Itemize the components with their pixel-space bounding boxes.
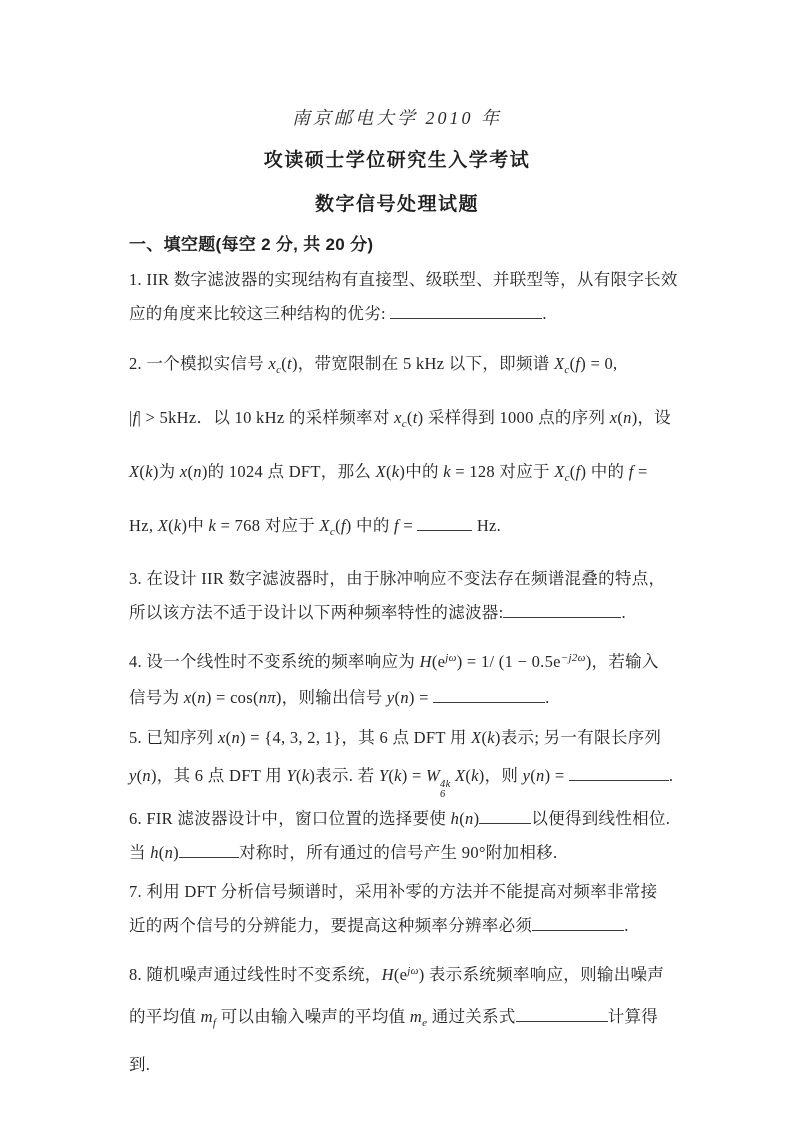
text-run: )中 bbox=[181, 516, 209, 535]
text-run: 信号为 bbox=[129, 688, 184, 707]
text-run: 8. 随机噪声通过线性时不变系统， bbox=[129, 965, 382, 984]
text-run: 6. FIR 滤波器设计中，窗口位置的选择要使 bbox=[129, 809, 451, 828]
fill-in-blank bbox=[532, 914, 624, 932]
math-variable: nπ bbox=[258, 688, 276, 707]
text-run: . bbox=[624, 916, 629, 935]
math-variable: m bbox=[409, 1007, 423, 1026]
text-run: ( bbox=[139, 462, 146, 481]
text-run: 2. 一个模拟实信号 bbox=[129, 354, 269, 373]
text-run: ( bbox=[136, 766, 143, 785]
question-line bbox=[129, 802, 690, 836]
math-variable: h bbox=[450, 809, 460, 828]
text-run: . bbox=[668, 766, 674, 785]
question-7 bbox=[129, 875, 690, 943]
text-run: ( bbox=[225, 728, 232, 747]
text-run: 3. 在设计 IIR 数字滤波器时，由于脉冲响应不变法存在频谱混叠的特点， bbox=[129, 569, 666, 588]
text-run: ( bbox=[569, 462, 576, 481]
math-variable: t bbox=[412, 408, 418, 427]
text-run: 应的角度来比较这三种结构的优劣: bbox=[129, 304, 391, 323]
text-run: (e bbox=[431, 652, 446, 671]
text-run: | bbox=[129, 408, 133, 427]
fill-in-blank bbox=[503, 601, 621, 619]
text-run: = bbox=[633, 462, 648, 481]
math-variable: x bbox=[183, 688, 192, 707]
math-variable: Y bbox=[378, 766, 389, 785]
question-line bbox=[129, 757, 690, 800]
question-line bbox=[129, 909, 690, 943]
text-run: )，则 bbox=[478, 766, 523, 785]
text-run: ( bbox=[158, 843, 165, 862]
text-run: ( bbox=[388, 766, 395, 785]
text-run: = 128 对应于 bbox=[450, 462, 555, 481]
question-line bbox=[129, 596, 690, 630]
text-run: 当 bbox=[129, 843, 151, 862]
text-run: 对称时，所有通过的信号产生 90°附加相移. bbox=[238, 843, 558, 862]
text-run: ( bbox=[530, 766, 537, 785]
text-run: 所以该方法不适于设计以下两种频率特性的滤波器: bbox=[129, 603, 504, 622]
text-run: ( bbox=[481, 728, 488, 747]
math-variable: n bbox=[231, 728, 241, 747]
math-variable: k bbox=[145, 462, 153, 481]
question-line bbox=[129, 340, 690, 394]
math-variable: x bbox=[268, 354, 277, 373]
question-line bbox=[129, 640, 690, 680]
math-variable: H bbox=[419, 652, 432, 671]
math-variable: k bbox=[443, 462, 451, 481]
question-3 bbox=[129, 562, 690, 630]
question-line bbox=[129, 875, 690, 909]
text-run: ( bbox=[569, 354, 576, 373]
text-run: 1. IIR 数字滤波器的实现结构有直接型、级联型、并联型等，从有限字长效 bbox=[129, 270, 678, 289]
math-variable: n bbox=[142, 766, 151, 785]
math-variable: n bbox=[536, 766, 545, 785]
math-variable: n bbox=[465, 809, 474, 828]
superscript: −j2ω bbox=[560, 652, 586, 664]
math-variable: f bbox=[575, 354, 581, 373]
question-line bbox=[129, 836, 690, 870]
text-run: ( bbox=[406, 408, 413, 427]
stack-subscript: 6 bbox=[440, 789, 446, 800]
superscript: jω bbox=[407, 965, 419, 977]
text-run: 到. bbox=[129, 1055, 151, 1074]
math-variable: x bbox=[609, 408, 618, 427]
text-run: )，带宽限制在 5 kHz 以下，即频谱 bbox=[291, 354, 554, 373]
text-run: ) = bbox=[401, 766, 426, 785]
text-run: ) 采样得到 1000 点的序列 bbox=[417, 408, 610, 427]
text-run: 可以由输入噪声的平均值 bbox=[216, 1007, 410, 1026]
math-variable: f bbox=[132, 408, 138, 427]
subscript: c bbox=[564, 364, 570, 376]
text-run: 近的两个信号的分辨能力，要提高这种频率分辨率必须 bbox=[129, 916, 533, 935]
subscript: f bbox=[212, 1017, 217, 1029]
fill-in-blank bbox=[433, 686, 545, 704]
text-run: )，设 bbox=[631, 408, 672, 427]
question-line bbox=[129, 297, 690, 331]
question-line bbox=[129, 950, 690, 996]
math-variable: f bbox=[575, 462, 581, 481]
math-variable: n bbox=[623, 408, 632, 427]
fill-in-blank bbox=[479, 807, 531, 825]
math-variable: k bbox=[487, 728, 495, 747]
text-run: 以便得到线性相位. bbox=[531, 809, 671, 828]
text-run: 通过关系式 bbox=[427, 1007, 516, 1026]
superscript: jω bbox=[445, 652, 457, 664]
stack-superscript: 4k bbox=[440, 779, 451, 790]
text-run: . bbox=[545, 688, 550, 707]
text-run: ( bbox=[465, 766, 472, 785]
math-variable: X bbox=[554, 462, 565, 481]
text-run: )，若输入 bbox=[585, 652, 659, 671]
math-variable: X bbox=[129, 462, 140, 481]
text-run: 4. 设一个线性时不变系统的频率响应为 bbox=[129, 652, 420, 671]
text-run: Hz, bbox=[129, 516, 158, 535]
text-run: ( bbox=[187, 462, 194, 481]
questions bbox=[129, 263, 690, 1086]
text-run: ) = {4, 3, 2, 1}，其 6 点 DFT 用 bbox=[240, 728, 472, 747]
subscript: c bbox=[329, 526, 336, 538]
question-5 bbox=[129, 719, 690, 800]
exam-type-title: 攻读硕士学位研究生入学考试 bbox=[263, 150, 531, 171]
text-run: Hz. bbox=[472, 516, 502, 535]
question-2 bbox=[129, 340, 690, 556]
question-4 bbox=[129, 640, 690, 716]
math-variable: X bbox=[471, 728, 482, 747]
text-run: ( bbox=[281, 354, 288, 373]
math-variable: y bbox=[129, 766, 137, 785]
text-run: 7. 利用 DFT 分析信号频谱时，采用补零的方法并不能提高对频率非常接 bbox=[129, 882, 658, 901]
math-variable: f bbox=[394, 516, 399, 535]
fill-in-blank bbox=[417, 514, 472, 532]
math-variable: f bbox=[628, 462, 634, 481]
text-run: = 768 对应于 bbox=[216, 516, 320, 535]
text-run: = bbox=[398, 516, 418, 535]
text-run: ) = 1/ (1 − 0.5e bbox=[456, 652, 561, 671]
text-run: ) = bbox=[408, 688, 434, 707]
subscript: c bbox=[276, 364, 282, 376]
text-run: ) = bbox=[544, 766, 569, 785]
text-run: ) 中的 bbox=[580, 462, 629, 481]
math-variable: W bbox=[425, 766, 441, 785]
question-line bbox=[129, 562, 690, 596]
subject-title: 数字信号处理试题 bbox=[314, 194, 479, 215]
math-variable: n bbox=[400, 688, 409, 707]
math-variable: x bbox=[179, 462, 188, 481]
fill-in-blank bbox=[516, 1005, 608, 1023]
subscript: e bbox=[422, 1017, 428, 1029]
question-line bbox=[129, 448, 690, 502]
text-run: ( bbox=[295, 766, 302, 785]
math-variable: k bbox=[208, 516, 217, 535]
text-run: ) bbox=[173, 843, 179, 862]
question-6 bbox=[129, 802, 690, 870]
text-run: (e bbox=[393, 965, 408, 984]
text-run: )为 bbox=[152, 462, 180, 481]
question-line bbox=[129, 996, 690, 1044]
math-variable: k bbox=[173, 516, 182, 535]
text-run: 的平均值 bbox=[129, 1007, 201, 1026]
math-variable: h bbox=[150, 843, 159, 862]
math-variable: Y bbox=[286, 766, 296, 785]
math-variable: x bbox=[394, 408, 402, 427]
section-heading-fill-in-blanks: 一、填空题(每空 2 分, 共 20 分) bbox=[129, 235, 374, 254]
subscript: c bbox=[401, 418, 407, 430]
question-line bbox=[129, 394, 690, 448]
math-variable: X bbox=[157, 516, 169, 535]
text-run: 5. 已知序列 bbox=[129, 728, 219, 747]
text-run: . bbox=[621, 603, 626, 622]
math-variable: k bbox=[394, 766, 402, 785]
fill-in-blank bbox=[179, 841, 239, 859]
text-run: ( bbox=[168, 516, 174, 535]
math-variable: n bbox=[164, 843, 174, 862]
math-variable: k bbox=[301, 766, 310, 785]
exam-body bbox=[0, 230, 794, 1086]
question-line bbox=[129, 263, 690, 297]
math-variable: X bbox=[375, 462, 386, 481]
text-run: )，其 6 点 DFT 用 bbox=[150, 766, 287, 785]
math-variable: X bbox=[319, 516, 330, 535]
math-variable: n bbox=[193, 462, 202, 481]
question-1 bbox=[129, 263, 690, 331]
subscript: c bbox=[564, 472, 570, 484]
text-run: ) 中的 bbox=[345, 516, 395, 535]
text-run: ( bbox=[385, 462, 392, 481]
text-run: ) bbox=[473, 809, 480, 828]
text-run: ) 表示系统频率响应，则输出噪声 bbox=[418, 965, 665, 984]
fill-in-blank bbox=[569, 764, 669, 782]
text-run: 计算得 bbox=[607, 1007, 659, 1026]
math-variable: H bbox=[381, 965, 394, 984]
question-line bbox=[129, 502, 690, 556]
text-run: ( bbox=[191, 688, 198, 707]
math-variable: X bbox=[454, 766, 466, 785]
text-run: | > 5kHz．以 10 kHz 的采样频率对 bbox=[137, 408, 395, 427]
university-year-title: 南京邮电大学 2010 年 bbox=[292, 108, 502, 128]
text-run: ( bbox=[335, 516, 341, 535]
math-variable: t bbox=[287, 354, 292, 373]
sub-sup-stack bbox=[440, 780, 451, 800]
text-run: . bbox=[542, 304, 547, 323]
math-variable: m bbox=[200, 1007, 213, 1026]
text-run: )，则输出信号 bbox=[275, 688, 387, 707]
exam-header bbox=[0, 0, 794, 216]
question-line bbox=[129, 719, 690, 757]
text-run: )表示. 若 bbox=[309, 766, 379, 785]
math-variable: y bbox=[386, 688, 395, 707]
text-run: )的 1024 点 DFT，那么 bbox=[201, 462, 376, 481]
text-run: ) = 0, bbox=[580, 354, 618, 373]
fill-in-blank bbox=[390, 302, 542, 320]
math-variable: y bbox=[522, 766, 531, 785]
text-run: ( bbox=[617, 408, 624, 427]
text-run: )表示; 另一有限长序列 bbox=[494, 728, 662, 747]
text-run: )中的 bbox=[399, 462, 444, 481]
text-run: ( bbox=[459, 809, 465, 828]
math-variable: n bbox=[197, 688, 206, 707]
text-run: ) = cos( bbox=[205, 688, 259, 707]
question-line bbox=[129, 1044, 690, 1086]
text-run: ( bbox=[394, 688, 401, 707]
math-variable: x bbox=[218, 728, 226, 747]
question-line bbox=[129, 680, 690, 716]
question-8 bbox=[129, 950, 690, 1086]
math-variable: k bbox=[471, 766, 479, 785]
math-variable: f bbox=[340, 516, 346, 535]
math-variable: X bbox=[553, 354, 565, 373]
math-variable: k bbox=[391, 462, 400, 481]
